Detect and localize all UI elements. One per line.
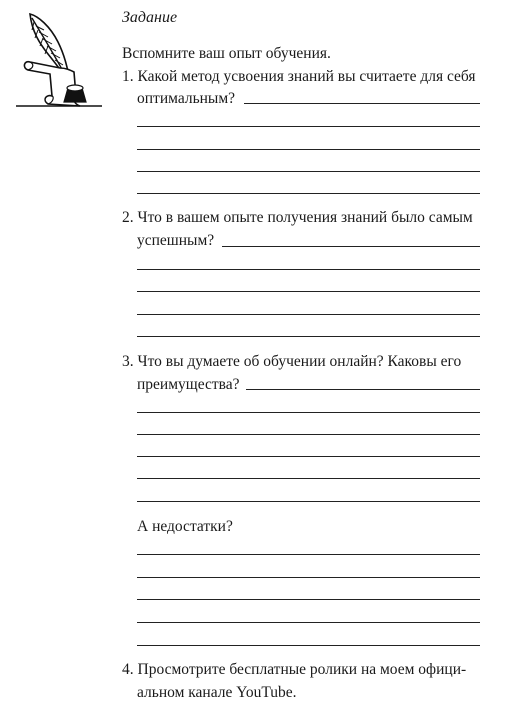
question-1-line1: 1. Какой метод усвоения знаний вы считаете для себя (122, 68, 476, 85)
answer-line[interactable] (137, 622, 480, 623)
answer-line[interactable] (137, 577, 480, 578)
answer-line[interactable] (137, 126, 480, 127)
answer-line[interactable] (137, 336, 480, 337)
answer-line[interactable] (137, 554, 480, 555)
quill-and-scroll-icon (10, 10, 106, 108)
answer-line[interactable] (137, 645, 480, 646)
question-3-line2: преимущества? (137, 376, 240, 393)
answer-line[interactable] (137, 149, 480, 150)
question-1-line2: оптимальным? (137, 90, 236, 107)
answer-line[interactable] (137, 171, 480, 172)
answer-line[interactable] (222, 246, 480, 247)
answer-line[interactable] (137, 291, 480, 292)
question-4-line1: 4. Просмотрите бесплатные ролики на моем офици- (122, 661, 467, 678)
question-4-line2: альном канале YouTube. (137, 684, 297, 701)
question-3-line1: 3. Что вы думаете об обучении онлайн? Каковы его (122, 353, 462, 370)
answer-line[interactable] (137, 599, 480, 600)
answer-line[interactable] (137, 269, 480, 270)
answer-line[interactable] (137, 478, 480, 479)
question-2-line1: 2. Что в вашем опыте получения знаний было самым (122, 209, 473, 226)
answer-line[interactable] (137, 434, 480, 435)
answer-line[interactable] (137, 456, 480, 457)
answer-line[interactable] (137, 193, 480, 194)
task-intro: Вспомните ваш опыт обучения. (122, 45, 331, 62)
answer-line[interactable] (137, 314, 480, 315)
answer-line[interactable] (137, 501, 480, 502)
question-2-line2: успешным? (137, 232, 215, 249)
answer-line[interactable] (246, 389, 480, 390)
task-heading: Задание (122, 9, 178, 26)
answer-line[interactable] (244, 103, 480, 104)
answer-line[interactable] (137, 412, 480, 413)
question-3-extra: А недостатки? (137, 518, 233, 535)
